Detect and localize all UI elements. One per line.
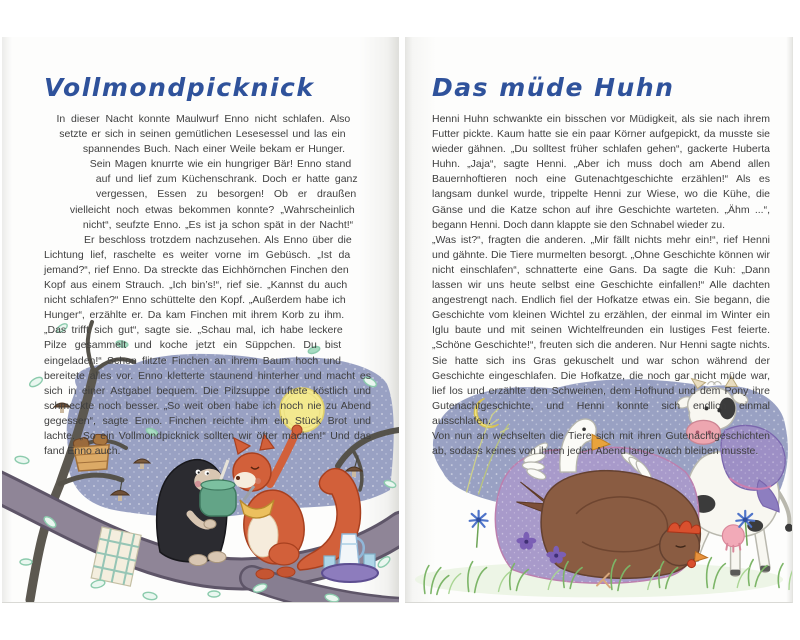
page-right — [405, 37, 793, 603]
right-story-title: Das müde Huhn — [432, 73, 675, 102]
book-spread — [2, 37, 793, 603]
right-story-paragraph: „Was ist?“, fragten die anderen. „Mir fällt nichts mehr ein!“, rief Henni und gähnte. Die Tiere murmelten besorgt. „Ohne Geschichte können wir nicht einschlafen“, schnatterte eine Gans. Da sagte die Kuh: „Dann lassen wir uns heute selbst eine Geschichte einfallen!“ Alle dachten angestrengt nach. Endlich fiel der Hofkatze etwas ein. Sie begann, die Geschichte vom kleinen Wichtel zu erzählen, der einmal im Winter ein Iglu baute und mit seinen Wichtelfreunden ein lustiges Fest feierte. „Schöne Geschichte!“, freuten sich die anderen. Nur Henni sagte nichts. Sie hatte sich ins Gras gekuschelt und war schon während der Geschichte eingeschlafen. Die Hofkatze, die noch gar nicht müde war, lief los und erzählte den Schweinen, dem Hofhund und dem Pony ihre Gutenachtgeschichte, und Henni konnte sich endlich einmal ausschlafen. — [432, 233, 770, 427]
right-story-paragraph: Von nun an wechselten die Tiere sich mit ihren Gutenachtgeschichten ab, sodass keines von ihnen jeden Abend lange wach bleiben musste. — [432, 429, 770, 458]
left-story-paragraph: In dieser Nacht konnte Maulwurf Enno nicht schlafen. Also setzte er sich in seinen gemütlichen Lesesessel und las ein spannendes Buch. Nach einer Weile bekam er Hunger. Sein Magen knurrte wie ein hungriger Bär! Enno stand auf und lief zum Küchenschrank. Doch er hatte ganz vergessen, Essen zu besorgen! Ob er draußen vielleicht noch etwas bekommen konnte? „Wahrscheinlich nicht“, seufzte Enno. „Es ist ja schon spät in der Nacht!“ Er beschloss trotzdem nachzusehen. Als Enno über die Lichtung lief, raschelte es weiter vorne im Gebüsch. „Ist da jemand?“, rief Enno. Da streckte das Eichhörnchen Finchen den Kopf aus einem Strauch. „Ich bin’s!“, rief sie. „Kannst du auch nicht schlafen?“ Enno schüttelte den Kopf. „Außerdem habe ich Hunger“, erzählte er. Da kam Finchen mit ihrem Korb zu ihm. „Das trifft sich gut“, sagte sie. „Schau mal, ich habe leckere Pilze gesammelt und koche jetzt ein Süppchen. Du bist eingeladen!“ Schon flitzte Finchen an ihrem Baum hoch und bereitete alles vor. Enno kletterte staunend hinterher und macht es sich in einer Astgabel bequem. Die Pilzsuppe duftete köstlich und schmeckte noch besser. „So weit oben habe ich noch nie zu Abend gegessen“, sagte Enno. Finchen reichte ihm ein Stück Brot und lachte. „So ein Vollmondpicknick sollten wir öfter machen!“ Und das fand Enno auch. — [44, 113, 371, 458]
left-story-title: Vollmondpicknick — [44, 73, 315, 102]
page-left — [2, 37, 399, 603]
right-story-text — [432, 112, 770, 459]
right-story-paragraph: Henni Huhn schwankte ein bisschen vor Müdigkeit, als sie nach ihrem Futter pickte. Kaum hatte sie ein paar Körner aufgepickt, da musste sie wieder gähnen. „Du solltest früher schlafen gehen“, gackerte Huberta Huhn. „Jaja“, sagte Henni. „Aber ich muss doch am Abend allen Bauernhoftieren noch eine Gutenachtgeschichte erzählen!“ Als es langsam dunkel wurde, trippelte Henni zur Wiese, wo die Kühe, die Gänse und die Katze schon auf ihre Geschichte warteten. „Ähm ...“, begann Henni. Doch dann klappte sie den Schnabel wieder zu. — [432, 113, 770, 231]
left-story-text — [44, 112, 371, 459]
